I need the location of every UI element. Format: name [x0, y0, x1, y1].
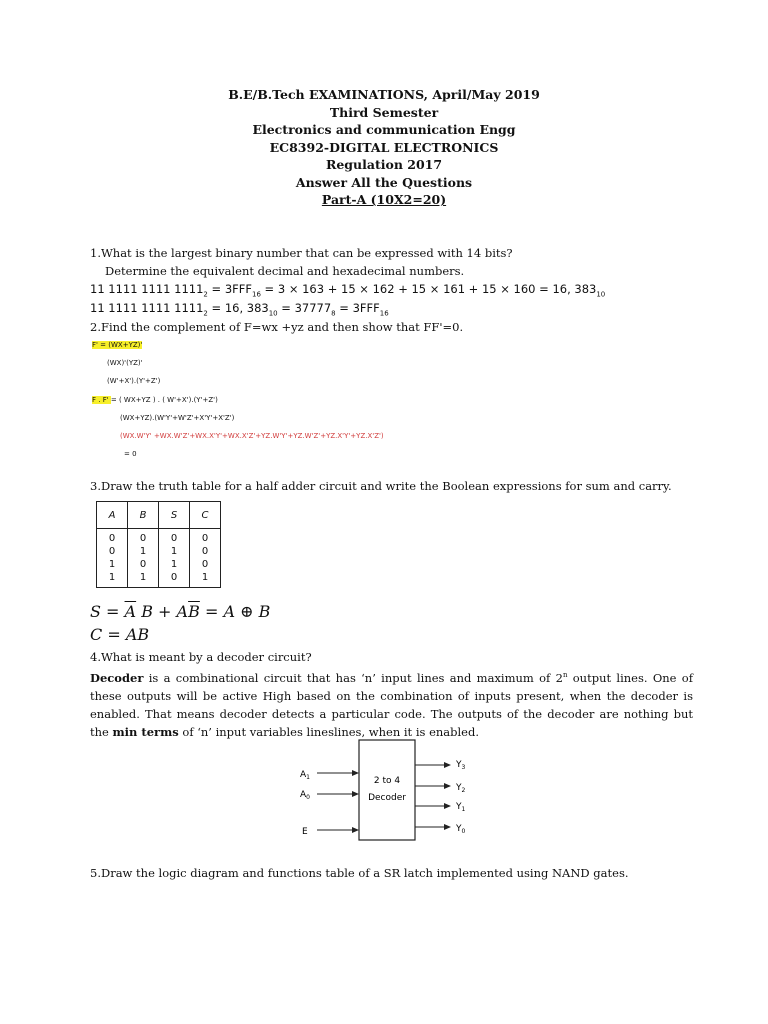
q2-step2: (WX)'(YZ)' — [107, 359, 143, 367]
q1-question: 1.What is the largest binary number that can be expressed with 14 bits? — [90, 246, 513, 260]
q2-step7: = 0 — [124, 450, 137, 458]
svg-text:Y2: $Y_2$ — [456, 783, 466, 794]
input-enable — [302, 827, 359, 837]
q2-step6: (WX.W'Y' +WX.W'Z'+WX.X'Y'+WX.X'Z'+YZ.W'Y'+YZ.W'Z'+YZ.X'Y'+YZ.X'Z') — [120, 432, 384, 440]
q1-answer-line2: 11 1111 1111 $1111_2 = 16$, $383_{10} = 37777_8 = 3FFF_{16}$ — [90, 301, 389, 318]
q1-question-cont: Determine the equivalent decimal and hexadecimal numbers. — [105, 264, 465, 278]
carry-expression: C = AB — [90, 625, 150, 644]
input-a1 — [300, 770, 359, 781]
svg-text:Y3: $Y_3$ — [456, 760, 466, 771]
col-s-values: 0 1 1 0 — [159, 529, 190, 588]
input-a0 — [300, 790, 359, 801]
col-b-values: 0 1 0 1 — [128, 529, 159, 588]
svg-text:A1: $A_1$ — [300, 770, 310, 781]
col-a-values: 0 0 1 1 — [97, 529, 128, 588]
decoder-block — [359, 740, 415, 840]
q2-question: 2.Find the complement of F=wx +yz and then show that FF'=0. — [90, 320, 464, 334]
svg-text:E: E — [302, 827, 308, 837]
q2-step3: (W'+X').(Y'+Z') — [107, 377, 161, 385]
output-y0 — [415, 824, 466, 835]
q3-question: 3.Draw the truth table for a half adder circuit and write the Boolean expressions for sum and carry. — [90, 479, 672, 493]
svg-text:Y1: $Y_1$ — [456, 802, 466, 813]
department: Electronics and communication Engg — [252, 122, 516, 137]
col-header-c: C — [190, 502, 221, 529]
col-header-b: B — [128, 502, 159, 529]
regulation: Regulation 2017 — [325, 157, 443, 172]
semester: Third Semester — [329, 104, 439, 120]
subject-code: EC8392-DIGITAL ELECTRONICS — [269, 139, 499, 155]
exam-title: B.E/B.Tech EXAMINATIONS, April/May 2019 — [228, 87, 540, 102]
q1-answer-line1: 11 1111 1111 $1111_2 = 3FFF_{16} = 3 \times 163 + 15 \times 162 + 15 \times 161 + 15 \times 160 = 16$, $383_{10}$ — [90, 282, 606, 299]
output-y2 — [415, 783, 466, 794]
svg-text:A0: $A_0$ — [300, 790, 310, 801]
q5-question: 5.Draw the logic diagram and functions table of a SR latch implemented using NAND gates. — [90, 866, 629, 880]
part-a-heading: Part-A (10X2=20) — [321, 192, 447, 207]
q2-step5: (WX+YZ).(W'Y'+W'Z'+X'Y'+X'Z') — [120, 414, 235, 422]
q2-step4: F . F' = ( WX+YZ ) . ( W'+X').(Y'+Z') — [92, 396, 218, 404]
q2-step1: F' = (WX+YZ)' — [92, 341, 143, 349]
sum-expression: $S = \overline{A}$ $B + A\overline{B} = A$ ⊕ B — [90, 602, 271, 621]
col-c-values: 0 0 0 1 — [190, 529, 221, 588]
instruction: Answer All the Questions — [295, 174, 473, 190]
q4-answer-paragraph: Decoder is a combinational circuit that has ‘n’ input lines and maximum of 2$^n$ output lines. One of these outputs will be active High based on the combination of inputs present, when the decoder is enabled. That means decoder detects a particular code. The outputs of the decoder are nothing but the min terms of ‘n’ input variables lineslines, when it is enabled. — [90, 670, 693, 739]
output-y3 — [415, 760, 466, 771]
svg-text:Y0: $Y_0$ — [456, 824, 466, 835]
output-y1 — [415, 802, 466, 813]
q4-question: 4.What is meant by a decoder circuit? — [90, 650, 312, 664]
col-header-a: A — [97, 502, 128, 529]
decoder-block-label-2: Decoder — [368, 793, 406, 803]
decoder-block-label-1: 2 to 4 — [373, 776, 401, 786]
col-header-s: S — [159, 502, 190, 529]
